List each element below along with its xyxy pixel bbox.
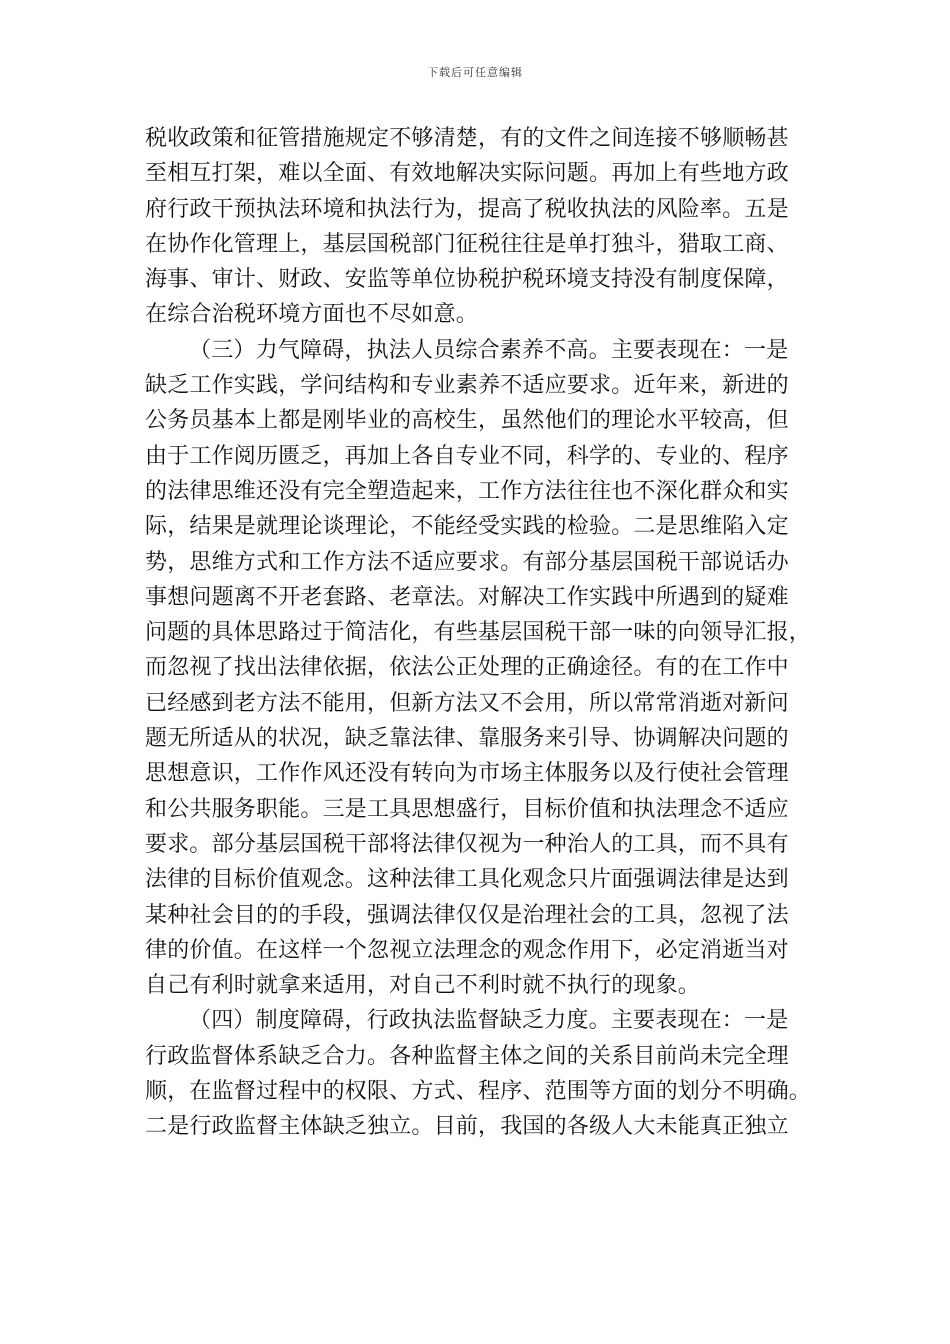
text-line: 法律的目标价值观念。这种法律工具化观念只片面强调法律是达到 (145, 867, 789, 893)
document-body (145, 121, 815, 1145)
text-line: 至相互打架，难以全面、有效地解决实际问题。再加上有些地方政 (145, 161, 789, 187)
text-line: 税收政策和征管措施规定不够清楚，有的文件之间连接不够顺畅甚 (145, 126, 789, 151)
text-line: 思想意识，工作作风还没有转向为市场主体服务以及行使社会管理 (145, 761, 789, 787)
page-header: 下载后可任意编辑 (427, 66, 523, 79)
text-line: 公务员基本上都是刚毕业的高校生，虽然他们的理论水平较高，但 (145, 408, 789, 434)
text-line: （四）制度障碍，行政执法监督缺乏力度。主要表现在：一是 (189, 1008, 789, 1034)
text-line: 在协作化管理上，基层国税部门征税往往是单打独斗，猎取工商、 (145, 231, 789, 257)
text-line: 海事、审计、财政、安监等单位协税护税环境支持没有制度保障， (145, 267, 789, 293)
text-line: 由于工作阅历匮乏，再加上各自专业不同，科学的、专业的、程序 (145, 443, 789, 469)
text-line: 自己有利时就拿来适用，对自己不利时就不执行的现象。 (145, 973, 701, 999)
text-line: 题无所适从的状况，缺乏靠法律、靠服务来引导、协调解决问题的 (145, 726, 789, 752)
text-line: 和公共服务职能。三是工具思想盛行，目标价值和执法理念不适应 (145, 796, 789, 822)
text-line: 府行政干预执法环境和执法行为，提高了税收执法的风险率。五是 (145, 196, 789, 222)
text-line: 的法律思维还没有完全塑造起来，工作方法往往也不深化群众和实 (145, 478, 789, 504)
text-line: 在综合治税环境方面也不尽如意。 (145, 302, 479, 328)
text-line: 缺乏工作实践，学问结构和专业素养不适应要求。近年来，新进的 (145, 373, 789, 399)
text-line: 而忽视了找出法律依据，依法公正处理的正确途径。有的在工作中 (145, 655, 789, 681)
text-line: 已经感到老方法不能用，但新方法又不会用，所以常常消逝对新问 (145, 690, 789, 716)
text-line: 顺，在监督过程中的权限、方式、程序、范围等方面的划分不明确。 (145, 1079, 812, 1105)
text-line: 势，思维方式和工作方法不适应要求。有部分基层国税干部说话办 (145, 549, 789, 575)
text-line: 事想问题离不开老套路、老章法。对解决工作实践中所遇到的疑难 (145, 584, 789, 610)
text-line: 问题的具体思路过于简洁化，有些基层国税干部一味的向领导汇报， (145, 620, 812, 646)
text-line: （三）力气障碍，执法人员综合素养不高。主要表现在：一是 (189, 337, 789, 363)
text-line: 某种社会目的的手段，强调法律仅仅是治理社会的工具，忽视了法 (145, 902, 789, 928)
text-line: 二是行政监督主体缺乏独立。目前，我国的各级人大未能真正独立 (145, 1114, 789, 1140)
text-line: 际，结果是就理论谈理论，不能经受实践的检验。二是思维陷入定 (145, 514, 789, 540)
text-line: 要求。部分基层国税干部将法律仅视为一种治人的工具，而不具有 (145, 831, 789, 857)
text-line: 行政监督体系缺乏合力。各种监督主体之间的关系目前尚未完全理 (145, 1043, 789, 1069)
text-line: 律的价值。在这样一个忽视立法理念的观念作用下，必定消逝当对 (145, 937, 789, 963)
